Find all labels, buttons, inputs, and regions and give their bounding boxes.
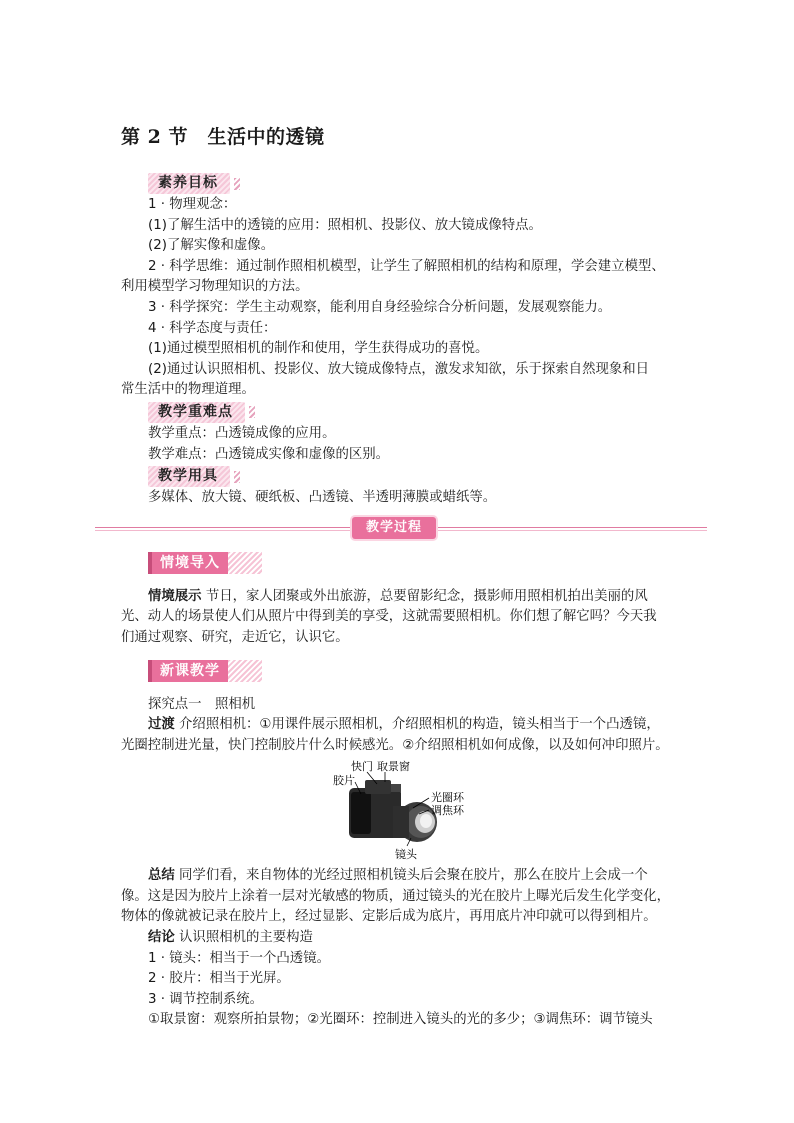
header-stripe-decoration — [249, 406, 255, 418]
goal-line: (2)了解实像和虚像。 — [148, 238, 275, 254]
camera-illustration — [321, 758, 471, 862]
header-stripe-decoration — [234, 471, 240, 483]
keypoint-line: 教学难点：凸透镜成实像和虚像的区别。 — [148, 446, 390, 462]
goal-line: 利用模型学习物理知识的方法。 — [121, 279, 309, 295]
goal-line: (2)通过认识照相机、投影仪、放大镜成像特点，激发求知欲，乐于探索自然现象和日 — [148, 361, 650, 377]
section-stripe-decoration — [228, 552, 262, 574]
process-badge: 教学过程 — [352, 517, 436, 539]
intro-line: 们通过观察、研究，走近它，认识它。 — [121, 629, 349, 645]
explore-title: 探究点一 照相机 — [148, 696, 256, 712]
intro-label: 情境展示 — [148, 588, 202, 604]
conclusion-text: 认识照相机的主要构造 — [179, 930, 313, 946]
tools-header-label: 教学用具 — [148, 466, 230, 487]
summary-line: 物体的像就被记录在胶片上，经过显影、定影后成为底片，再用底片冲印就可以得到相片。 — [121, 909, 657, 925]
intro-section-header — [148, 551, 681, 575]
tools-header — [148, 465, 681, 488]
page-title: 第 2 节 生活中的透镜 — [121, 126, 325, 148]
conclusion-label: 结论 — [148, 930, 175, 946]
summary-label: 总结 — [148, 868, 175, 884]
figure-label-aperture: 光圈环 — [431, 791, 464, 805]
goal-line: 3 · 科学探究：学生主动观察，能利用自身经验综合分析问题，发展观察能力。 — [148, 299, 612, 315]
keypoints-header — [148, 401, 681, 424]
header-stripe-decoration — [234, 178, 240, 190]
conclusion-item: 2 · 胶片：相当于光屏。 — [148, 971, 290, 987]
figure-label-shutter: 快门 — [351, 760, 373, 774]
conclusion-item: ①取景窗：观察所拍景物；②光圈环：控制进入镜头的光的多少；③调焦环：调节镜头 — [148, 1012, 653, 1028]
newlesson-header-label: 新课教学 — [148, 660, 228, 682]
goals-header-label: 素养目标 — [148, 173, 230, 194]
goal-line: 2 · 科学思维：通过制作照相机模型，让学生了解照相机的结构和原理，学会建立模型、 — [148, 258, 665, 274]
transition-text: 介绍照相机：①用课件展示照相机，介绍照相机的构造，镜头相当于一个凸透镜， — [179, 717, 660, 733]
transition-line — [121, 715, 681, 736]
goal-line: (1)了解生活中的透镜的应用：照相机、投影仪、放大镜成像特点。 — [148, 217, 542, 233]
goal-line: 4 · 科学态度与责任： — [148, 320, 277, 336]
intro-line: 光、动人的场景使人们从照片中得到美的享受，这就需要照相机。你们想了解它吗？今天我 — [121, 609, 657, 625]
document-body — [121, 172, 681, 1031]
goal-line: 常生活中的物理道理。 — [121, 382, 255, 398]
section-stripe-decoration — [228, 660, 262, 682]
intro-text: 节日，家人团聚或外出旅游，总要留影纪念，摄影师用照相机拍出美丽的风 — [205, 588, 648, 604]
goal-line: 1 · 物理观念： — [148, 197, 237, 212]
conclusion-item: 1 · 镜头：相当于一个凸透镜。 — [148, 950, 330, 966]
goal-line: (1)通过模型照相机的制作和使用，学生获得成功的喜悦。 — [148, 341, 489, 357]
transition-label: 过渡 — [148, 717, 175, 733]
newlesson-section-header — [148, 659, 681, 683]
summary-line: 像。这是因为胶片上涂着一层对光敏感的物质，通过镜头的光在胶片上曝光后发生化学变化， — [121, 888, 671, 904]
summary-text: 同学们看，来自物体的光经过照相机镜头后会聚在胶片，那么在胶片上会成一个 — [179, 868, 648, 884]
keypoints-header-label: 教学重难点 — [148, 402, 245, 423]
keypoint-line: 教学重点：凸透镜成像的应用。 — [148, 425, 336, 441]
figure-label-film: 胶片 — [333, 774, 355, 788]
figure-label-viewfinder: 取景窗 — [377, 760, 410, 774]
tools-line: 多媒体、放大镜、硬纸板、凸透镜、半透明薄膜或蜡纸等。 — [148, 490, 497, 506]
conclusion-item: 3 · 调节控制系统。 — [148, 991, 264, 1007]
figure-label-lens: 镜头 — [395, 848, 417, 862]
process-divider — [95, 515, 707, 541]
summary-line — [121, 866, 681, 887]
intro-line — [121, 587, 681, 608]
camera-figure — [121, 758, 681, 862]
figure-label-focus: 调焦环 — [431, 804, 464, 818]
transition-line: 光圈控制进光量，快门控制胶片什么时候感光。②介绍照相机如何成像，以及如何冲印照片。 — [121, 737, 669, 753]
intro-header-label: 情境导入 — [148, 552, 228, 574]
goals-header — [148, 172, 681, 195]
conclusion-line — [121, 928, 681, 949]
